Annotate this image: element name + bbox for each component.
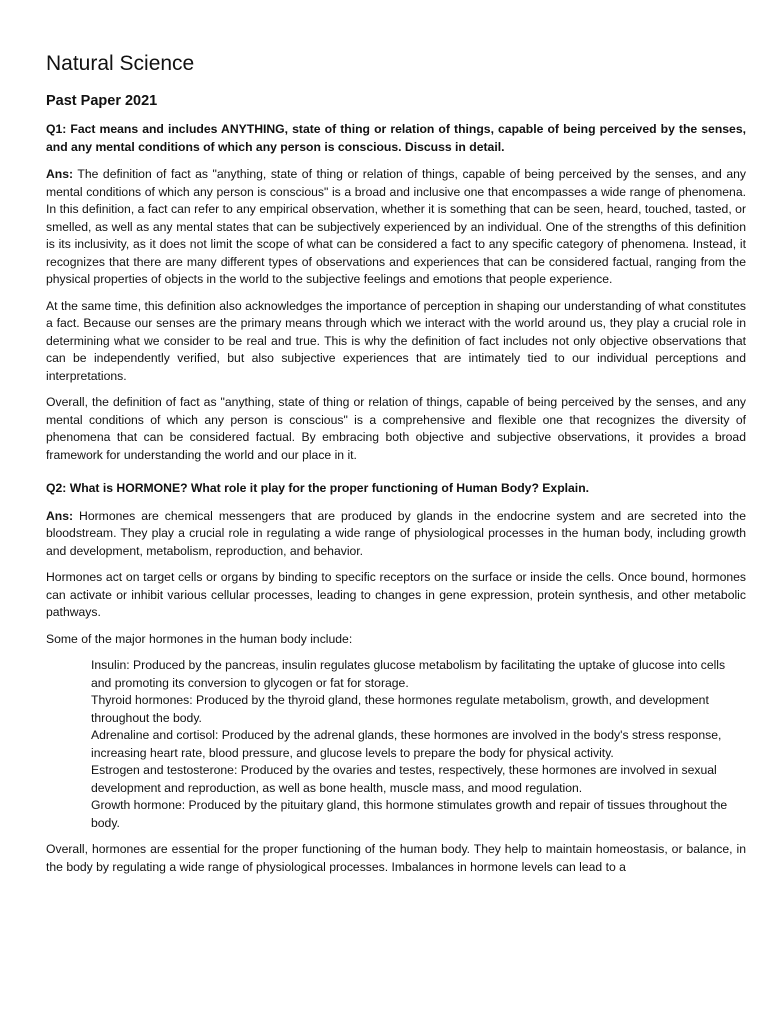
document-title: Natural Science	[46, 52, 195, 75]
list-item: Thyroid hormones: Produced by the thyroid gland, these hormones regulate metabolism, growth, and development throughout the body.	[91, 693, 709, 725]
hormone-list-intro: Some of the major hormones in the human body include:	[46, 631, 353, 646]
document-subtitle: Past Paper 2021	[46, 93, 158, 109]
q2-answer-paragraph-1	[46, 508, 746, 561]
answer-label: Ans:	[46, 167, 74, 181]
q2-answer-paragraph-2: Hormones act on target cells or organs by binding to specific receptors on the surface or inside the cells. Once bound, hormones can activate or inhibit various cellular processes, leading to changes in gene expression, protein synthesis, and other metabolic pathways.	[46, 570, 746, 619]
hormone-list	[46, 657, 746, 832]
list-item: Adrenaline and cortisol: Produced by the adrenal glands, these hormones are involved in the body's stress response, increasing heart rate, blood pressure, and glucose levels to prepare the body for physical activity.	[91, 728, 722, 760]
list-item: Growth hormone: Produced by the pituitary gland, this hormone stimulates growth and repair of tissues throughout the body.	[91, 798, 728, 830]
list-item: Estrogen and testosterone: Produced by the ovaries and testes, respectively, these hormones are involved in sexual development and reproduction, as well as bone health, muscle mass, and mood regulation.	[91, 763, 717, 795]
q1-answer-paragraph-3: Overall, the definition of fact as "anything, state of thing or relation of things, capable of being perceived by the senses, and any mental conditions of which any person is conscious" is a comprehensive and flexible one that recognizes the diversity of phenomena that can be considered factual. By embracing both objective and subjective observations, it provides a broad framework for understanding the world and our place in it.	[46, 395, 746, 462]
document-page	[46, 50, 746, 885]
question-2: Q2: What is HORMONE? What role it play for the proper functioning of Human Body? Explain.	[46, 481, 590, 495]
answer-text: The definition of fact as "anything, state of thing or relation of things, capable of being perceived by the senses, and any mental conditions of which any person is conscious" is a broad and inclusive one that encompasses a wide range of phenomena. In this definition, a fact can refer to any empirical observation, whether it is something that can be seen, heard, touched, tasted, or smelled, as well as any mental states that can be subjectively experienced by an individual. One of the strengths of this definition is its inclusivity, as it does not limit the scope of what can be considered a fact to any specific category of phenomena. Instead, it recognizes that there are many different types of observations and experiences that can be considered factual, ranging from the physical properties of objects in the world to the subjective feelings and emotions that people experience.	[46, 167, 746, 286]
answer-label: Ans:	[46, 508, 74, 523]
list-item: Insulin: Produced by the pancreas, insulin regulates glucose metabolism by facilitating the uptake of glucose into cells and promoting its conversion to glycogen or fat for storage.	[91, 658, 726, 690]
question-1: Q1: Fact means and includes ANYTHING, state of thing or relation of things, capable of being perceived by the senses, and any mental conditions of which any person is conscious. Discuss in detail.	[46, 122, 746, 154]
q2-answer-paragraph-3: Overall, hormones are essential for the proper functioning of the human body. They help to maintain homeostasis, or balance, in the body by regulating a wide range of physiological processes. Imbalances in hormone levels can lead to a	[46, 842, 746, 874]
q1-answer-paragraph-1	[46, 166, 746, 289]
q1-answer-paragraph-2: At the same time, this definition also acknowledges the importance of perception in shaping our understanding of what constitutes a fact. Because our senses are the primary means through which we interact with the world around us, they play a crucial role in determining what we consider to be real and true. This is why the definition of fact includes not only objective observations that can be independently verified, but also subjective experiences that are intimately tied to our individual perceptions and interpretations.	[46, 298, 746, 383]
answer-text: Hormones are chemical messengers that are produced by glands in the endocrine system and are secreted into the bloodstream. They play a crucial role in regulating a wide range of physiological processes in the human body, including growth and development, metabolism, reproduction, and behavior.	[46, 508, 746, 558]
